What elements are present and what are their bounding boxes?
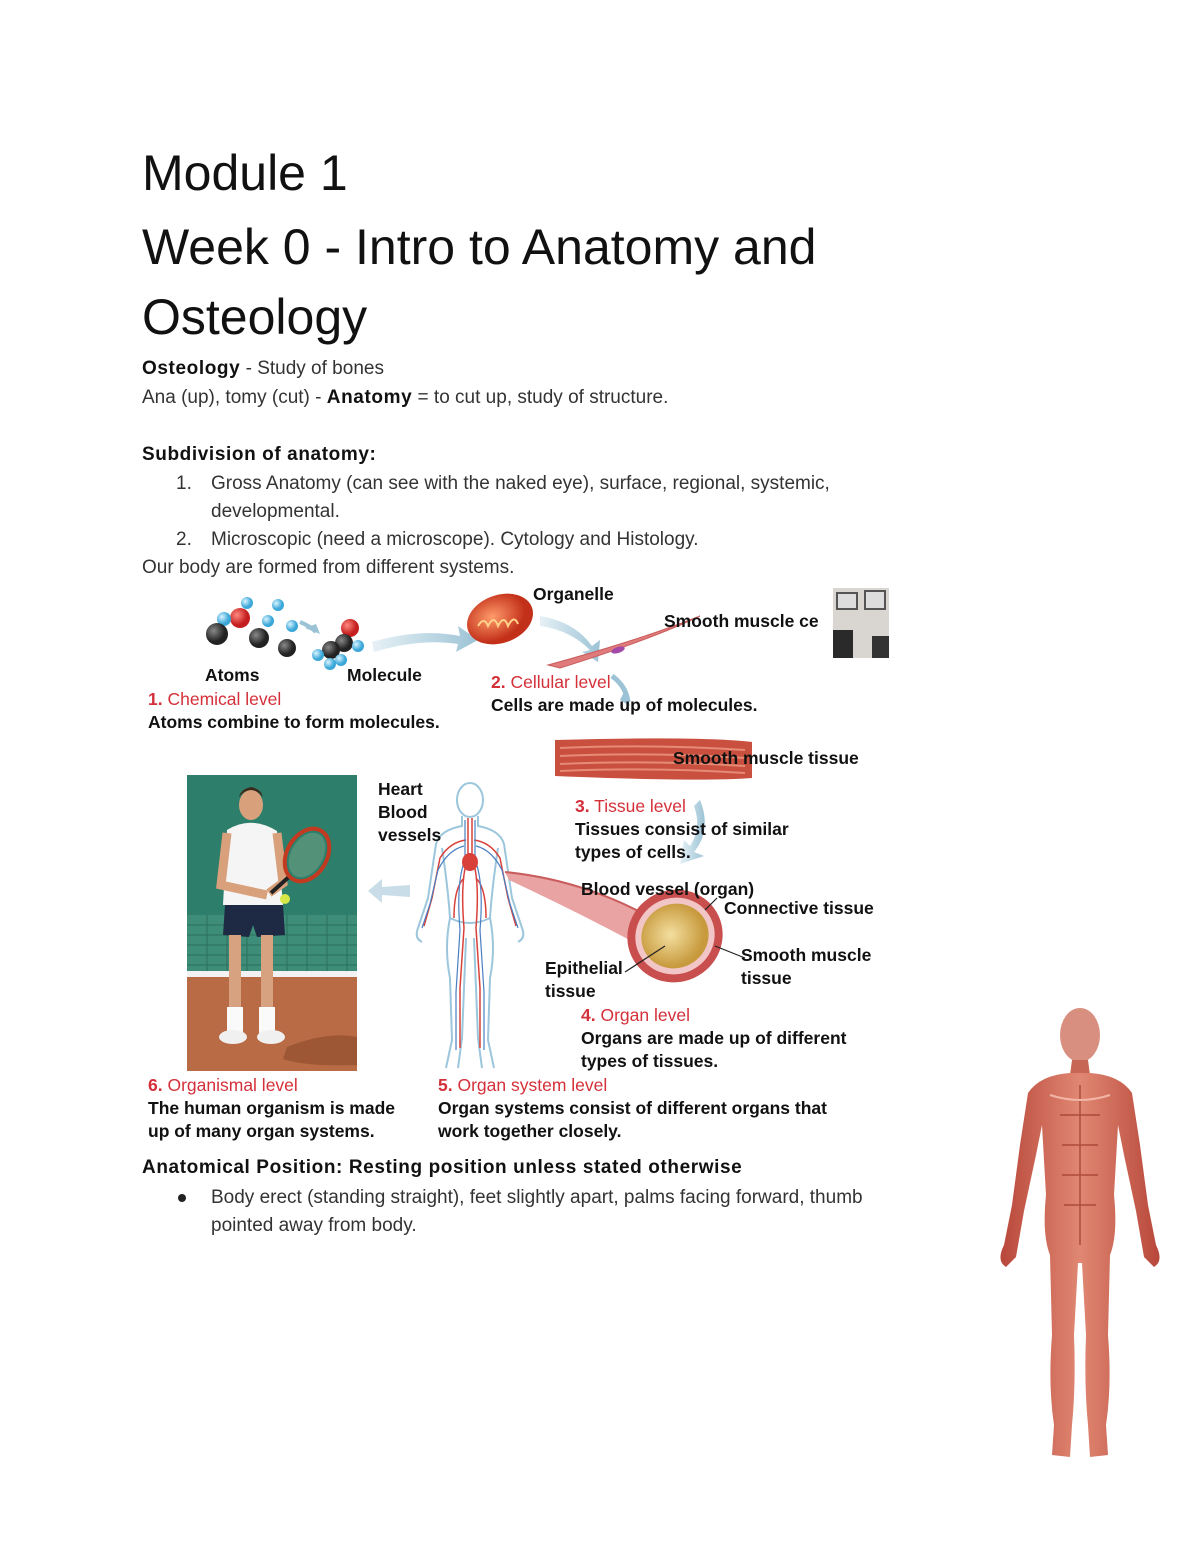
- molecule-label: Molecule: [347, 665, 422, 685]
- page-title-line2: Osteology: [142, 289, 368, 345]
- organ-system-level-desc-line1: Organ systems consist of different organs that: [438, 1098, 827, 1118]
- osteology-term: Osteology: [142, 358, 241, 379]
- anatomical-position-bullet-line1: Body erect (standing straight), feet slightly apart, palms facing forward, thumb: [211, 1187, 863, 1208]
- organ-level-title: 4. Organ level: [581, 1005, 690, 1025]
- organ-system-level-desc-line2: work together closely.: [438, 1121, 622, 1141]
- chemical-level-title: 1. Chemical level: [148, 689, 282, 709]
- blood-label: Blood: [378, 802, 428, 822]
- organismal-level-title: 6. Organismal level: [148, 1075, 298, 1095]
- organ-level-desc-line2: types of tissues.: [581, 1051, 719, 1071]
- vessels-label: vessels: [378, 825, 442, 845]
- tissue-level-desc-line1: Tissues consist of similar: [575, 819, 789, 839]
- cellular-level-title: 2. Cellular level: [491, 672, 611, 692]
- list-item-microscopic: Microscopic (need a microscope). Cytology and Histology.: [211, 529, 699, 550]
- blood-vessel-organ-label: Blood vessel (organ): [581, 879, 755, 899]
- organismal-level-desc-line1: The human organism is made: [148, 1098, 395, 1118]
- bullet-dot: [178, 1194, 186, 1202]
- list-number: 1.: [176, 473, 192, 494]
- cellular-level-desc: Cells are made up of molecules.: [491, 695, 758, 715]
- list-item-gross-line1: Gross Anatomy (can see with the naked eye), surface, regional, systemic,: [211, 473, 830, 494]
- anatomical-position-heading-text: Anatomical Position: Resting position unless stated otherwise: [142, 1157, 743, 1178]
- atoms-label: Atoms: [205, 665, 260, 685]
- organ-level-desc-line1: Organs are made up of different: [581, 1028, 847, 1048]
- systems-sentence: Our body are formed from different systems.: [142, 557, 515, 578]
- anatomical-position-heading: [142, 1157, 742, 1179]
- anatomy-prefix: Ana (up), tomy (cut) -: [142, 387, 327, 408]
- module-heading: Module 1: [142, 145, 348, 201]
- subdivision-heading-text: Subdivision of anatomy:: [142, 444, 377, 465]
- anatomical-position-bullet-line2: pointed away from body.: [211, 1215, 417, 1236]
- smooth-muscle-cell-label: Smooth muscle ce: [664, 611, 819, 631]
- page-title-line1: Week 0 - Intro to Anatomy and: [142, 219, 817, 275]
- smooth-muscle-label-line2: tissue: [741, 968, 792, 988]
- smooth-muscle-label-line1: Smooth muscle: [741, 945, 872, 965]
- list-item-gross-line2: developmental.: [211, 501, 340, 522]
- chemical-level-desc: Atoms combine to form molecules.: [148, 712, 440, 732]
- anatomy-def: = to cut up, study of structure.: [412, 387, 669, 408]
- smooth-muscle-tissue-label: Smooth muscle tissue: [673, 748, 859, 768]
- organelle-label: Organelle: [533, 584, 614, 604]
- epithelial-label-line1: Epithelial: [545, 958, 623, 978]
- tissue-level-desc-line2: types of cells.: [575, 842, 691, 862]
- connective-tissue-label: Connective tissue: [724, 898, 874, 918]
- osteology-def: - Study of bones: [240, 358, 384, 379]
- tissue-level-title: 3. Tissue level: [575, 796, 686, 816]
- list-number: 2.: [176, 529, 192, 550]
- tennis-player-photo: [187, 775, 357, 1071]
- epithelial-label-line2: tissue: [545, 981, 596, 1001]
- organismal-level-desc-line2: up of many organ systems.: [148, 1121, 375, 1141]
- heart-label: Heart: [378, 779, 423, 799]
- anatomy-term: Anatomy: [326, 387, 413, 408]
- muscular-human-figure: [990, 1005, 1170, 1465]
- organ-system-level-title: 5. Organ system level: [438, 1075, 608, 1095]
